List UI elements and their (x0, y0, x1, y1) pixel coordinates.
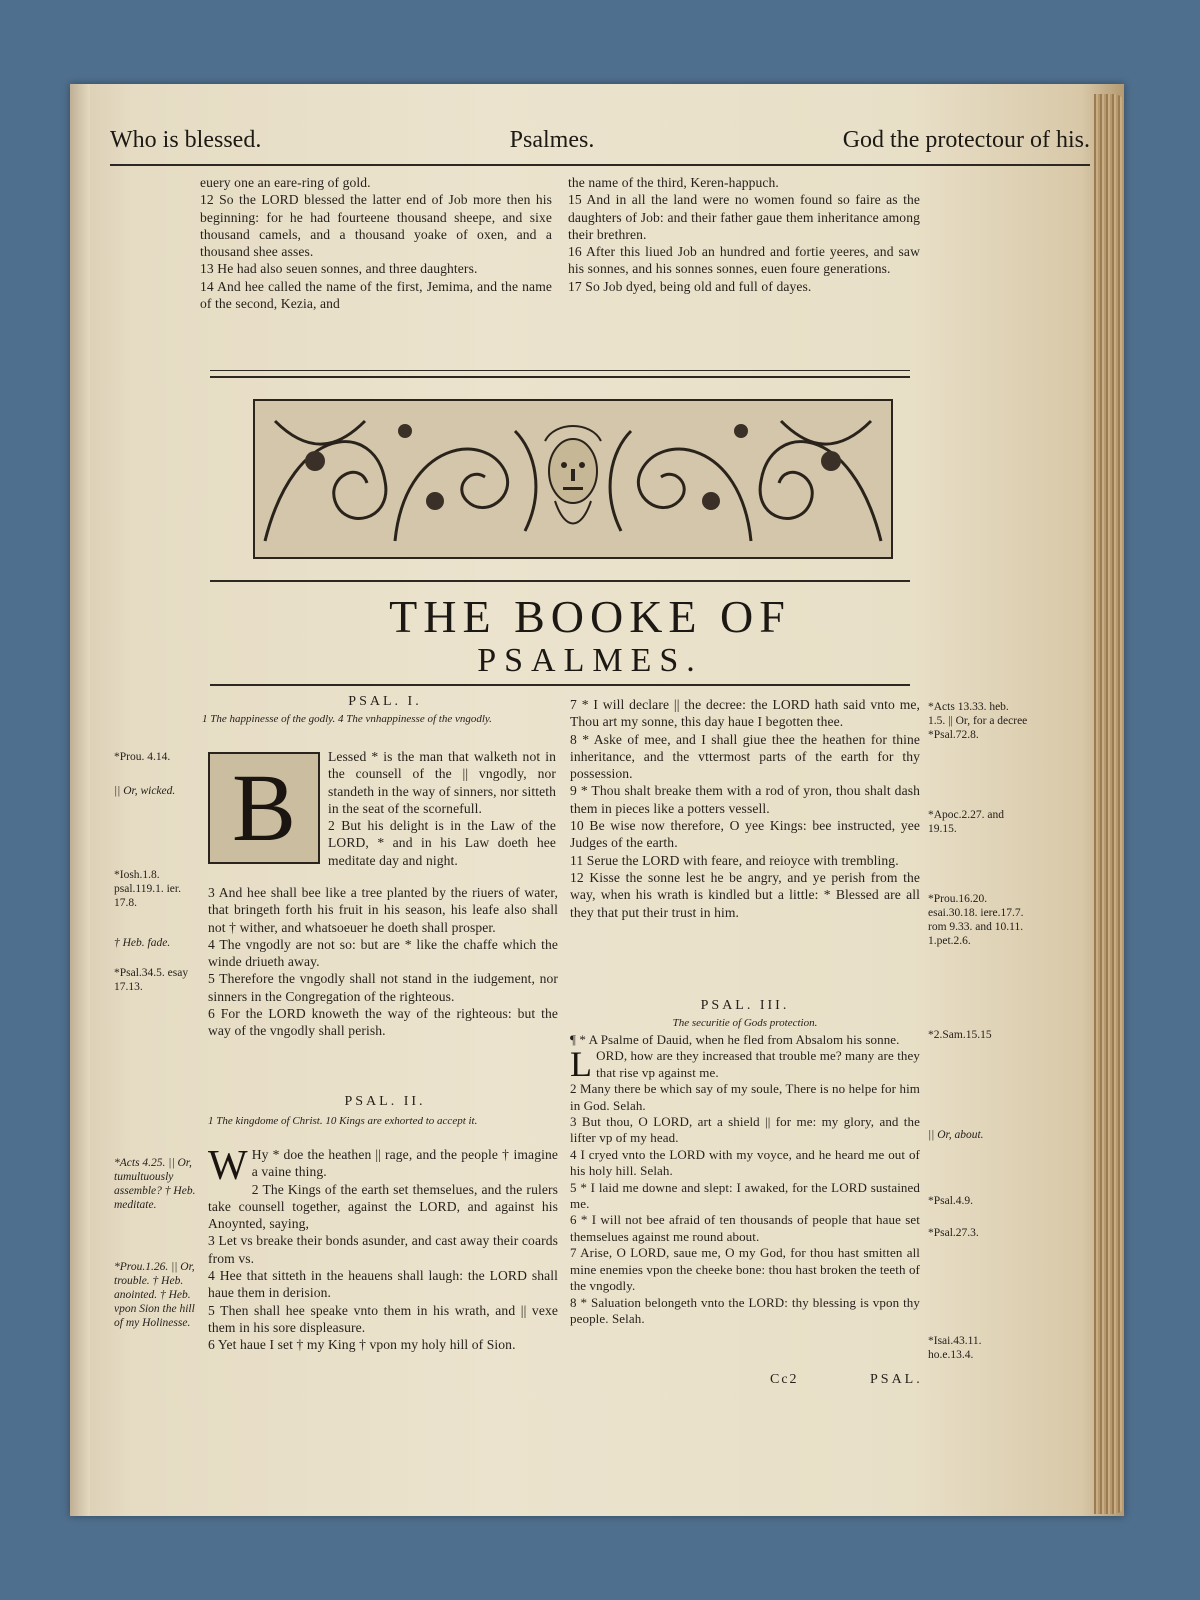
margin-note: *Prou.1.26. || Or, trouble. † Heb. anointed. † Heb. vpon Sion the hill of my Holinesse. (114, 1261, 195, 1329)
text-line: 12 So the LORD blessed the latter end of Job more then his beginning: for he had fourteene thousand sheepe, and sixe thousand camels, and a thousand yoake of oxen, and a thousand shee asses. (200, 192, 552, 260)
text-line: 2 But his delight is in the Law of the LORD, * and in his Law doeth hee meditate day and night. (328, 818, 556, 868)
signature-mark: Cc2 (770, 1372, 799, 1387)
text-line: 3 But thou, O LORD, art a shield || for me: my glory, and the lifter vp of my head. (570, 1114, 920, 1146)
psalm2-continued (570, 696, 920, 921)
margin-note: || Or, about. (928, 1129, 984, 1141)
text-line: the name of the third, Keren-happuch. (568, 175, 779, 190)
text-line: 5 Then shall hee speake vnto them in his wrath, and || vexe them in his sore displeasure. (208, 1302, 558, 1335)
header-rule (110, 164, 1090, 166)
margin-note: *Prou. 4.14. (114, 751, 171, 763)
text-line: 13 He had also seuen sonnes, and three daughters. (200, 261, 478, 277)
page-edge (1094, 94, 1124, 1514)
margin-note: *Psal.27.3. (928, 1227, 979, 1239)
decorated-initial (208, 752, 320, 864)
text-line: 12 Kisse the sonne lest he be angry, and ye perish from the way, when his wrath is kindled but a little: * Blessed are all they that put their trust in him. (570, 869, 920, 920)
text-line: 15 And in all the land were no women found so faire as the daughters of Job: and their father gaue them inheritance among their brethren. (568, 192, 920, 242)
ornament-scrollwork-icon (255, 401, 891, 557)
psalm3-initial: L (570, 1044, 593, 1085)
book-page (70, 84, 1124, 1516)
psalm2-heading: PSAL. II. (344, 1094, 426, 1109)
text-line (570, 1044, 920, 1085)
text-line: 10 Be wise now therefore, O yee Kings: bee instructed, yee Judges of the earth. (570, 818, 920, 851)
text-line: 5 * I laid me downe and slept: I awaked, for the LORD sustained me. (570, 1179, 920, 1212)
text-line: 9 * Thou shalt breake them with a rod of yron, thou shalt dash them in pieces like a potters vessell. (570, 783, 920, 816)
psalm3-text (570, 1032, 920, 1327)
margin-note: || Or, wicked. (114, 785, 176, 797)
psalm3-heading: PSAL. III. (700, 998, 790, 1013)
psalm2-first-line: Hy * doe the heathen || rage, and the people † imagine a vaine thing. (251, 1147, 558, 1180)
text-line: Lessed * is the man that walketh not in the counsell of the || vngodly, nor standeth in the way of sinners, nor sitteth in the seat of the scornefull. (328, 749, 556, 816)
initial-letter: B (231, 754, 297, 861)
text-line: 6 For the LORD knoweth the way of the righteous: but the way of the vngodly shall perish. (208, 1006, 558, 1039)
text-line: 17 So Job dyed, being old and full of dayes. (568, 278, 812, 294)
running-head (110, 120, 1090, 160)
psalm2-initial: W (208, 1143, 248, 1189)
text-line: 11 Serue the LORD with feare, and reioyce with trembling. (570, 852, 899, 868)
text-line: 2 The Kings of the earth set themselues, and the rulers take counsell together, against the LORD, and against his Anoynted, saying, (208, 1181, 558, 1232)
psalm1-text-top (328, 748, 556, 869)
margin-note: *Iosh.1.8. psal.119.1. ier. 17.8. (114, 869, 181, 909)
woodcut-ornament (253, 399, 893, 559)
psalm1-text-rest (208, 884, 558, 1040)
title-rule-top (210, 580, 910, 582)
margin-note: *Acts 4.25. || Or, tumultuously assemble? † Heb. meditate. (114, 1157, 196, 1211)
text-line: 7 Arise, O LORD, saue me, O my God, for thou hast smitten all mine enemies vpon the cheeke bone: thou hast broken the teeth of the vngodly. (570, 1245, 920, 1294)
text-line: 6 Yet haue I set † my King † vpon my holy hill of Sion. (208, 1337, 516, 1353)
psalm1-summary: 1 The happinesse of the godly. 4 The vnhappinesse of the vngodly. (202, 713, 492, 725)
psalm1-heading: PSAL. I. (348, 694, 422, 709)
running-head-left: Who is blessed. (110, 126, 262, 153)
text-line (208, 1143, 558, 1189)
margin-note: † Heb. fade. (114, 937, 171, 949)
running-head-center: Psalmes. (509, 126, 595, 153)
page-binding (70, 84, 90, 1516)
text-line: 16 After this liued Job an hundred and fortie yeeres, and saw his sonnes, and his sonnes sonnes, euen foure generations. (568, 244, 920, 277)
margin-note: *2.Sam.15.15 (928, 1029, 992, 1041)
psalm2-summary: 1 The kingdome of Christ. 10 Kings are exhorted to accept it. (208, 1115, 478, 1127)
psalm3-title: ¶ * A Psalme of Dauid, when he fled from Absalom his sonne. (570, 1032, 900, 1047)
book-title-line1: THE BOOKE OF (389, 591, 791, 642)
text-line: 7 * I will declare || the decree: the LORD hath said vnto me, Thou art my sonne, this day haue I begotten thee. (570, 697, 920, 730)
margin-note: *Apoc.2.27. and 19.15. (928, 809, 1005, 835)
book-title-line2: PSALMES. (477, 642, 703, 679)
text-line: 3 And hee shall bee like a tree planted by the riuers of water, that bringeth forth his fruit in his season, his leafe also shall not † wither, and whatsoeuer he doeth shall prosper. (208, 885, 558, 935)
title-rule-bottom (210, 684, 910, 686)
job-right-column (568, 174, 920, 295)
section-rule (210, 376, 910, 378)
margin-note: *Acts 13.33. heb. 1.5. || Or, for a decree *Psal.72.8. (928, 701, 1028, 741)
catchword: PSAL. (870, 1372, 923, 1387)
text-line: 8 * Saluation belongeth vnto the LORD: thy blessing is vpon thy people. Selah. (570, 1294, 920, 1326)
text-line: 6 * I will not bee afraid of ten thousands of people that haue set themselues against me round about. (570, 1212, 920, 1244)
psalm3-summary: The securitie of Gods protection. (672, 1017, 818, 1029)
margin-note: *Isai.43.11. ho.e.13.4. (928, 1335, 982, 1361)
text-line: 4 The vngodly are not so: but are * like the chaffe which the winde driueth away. (208, 936, 558, 970)
psalm3-first-line: ORD, how are they increased that trouble me? many are they that rise vp against me. (596, 1048, 920, 1080)
margin-note: *Psal.4.9. (928, 1195, 974, 1207)
text-line: euery one an eare-ring of gold. (200, 175, 371, 190)
psalm2-text (208, 1143, 558, 1354)
text-line: 4 I cryed vnto the LORD with my voyce, and he heard me out of his holy hill. Selah. (570, 1146, 920, 1179)
text-line: 3 Let vs breake their bonds asunder, and cast away their coards from vs. (208, 1233, 558, 1266)
text-line: 14 And hee called the name of the first, Jemima, and the name of the second, Kezia, and (200, 278, 552, 312)
text-line: 8 * Aske of mee, and I shall giue thee the heathen for thine inheritance, and the vttermost parts of the earth for thy possession. (570, 731, 920, 782)
job-left-column (200, 174, 552, 312)
running-head-right: God the protectour of his. (842, 126, 1090, 153)
text-line: 4 Hee that sitteth in the heauens shall laugh: the LORD shall haue them in derision. (208, 1268, 558, 1301)
margin-note: *Prou.16.20. esai.30.18. iere.17.7. rom 9.33. and 10.11. 1.pet.2.6. (928, 893, 1024, 947)
margin-note: *Psal.34.5. esay 17.13. (114, 967, 189, 993)
text-line: 5 Therefore the vngodly shall not stand in the iudgement, nor sinners in the Congregation of the righteous. (208, 971, 558, 1004)
text-line: 2 Many there be which say of my soule, There is no helpe for him in God. Selah. (570, 1081, 920, 1113)
section-rule (210, 370, 910, 371)
